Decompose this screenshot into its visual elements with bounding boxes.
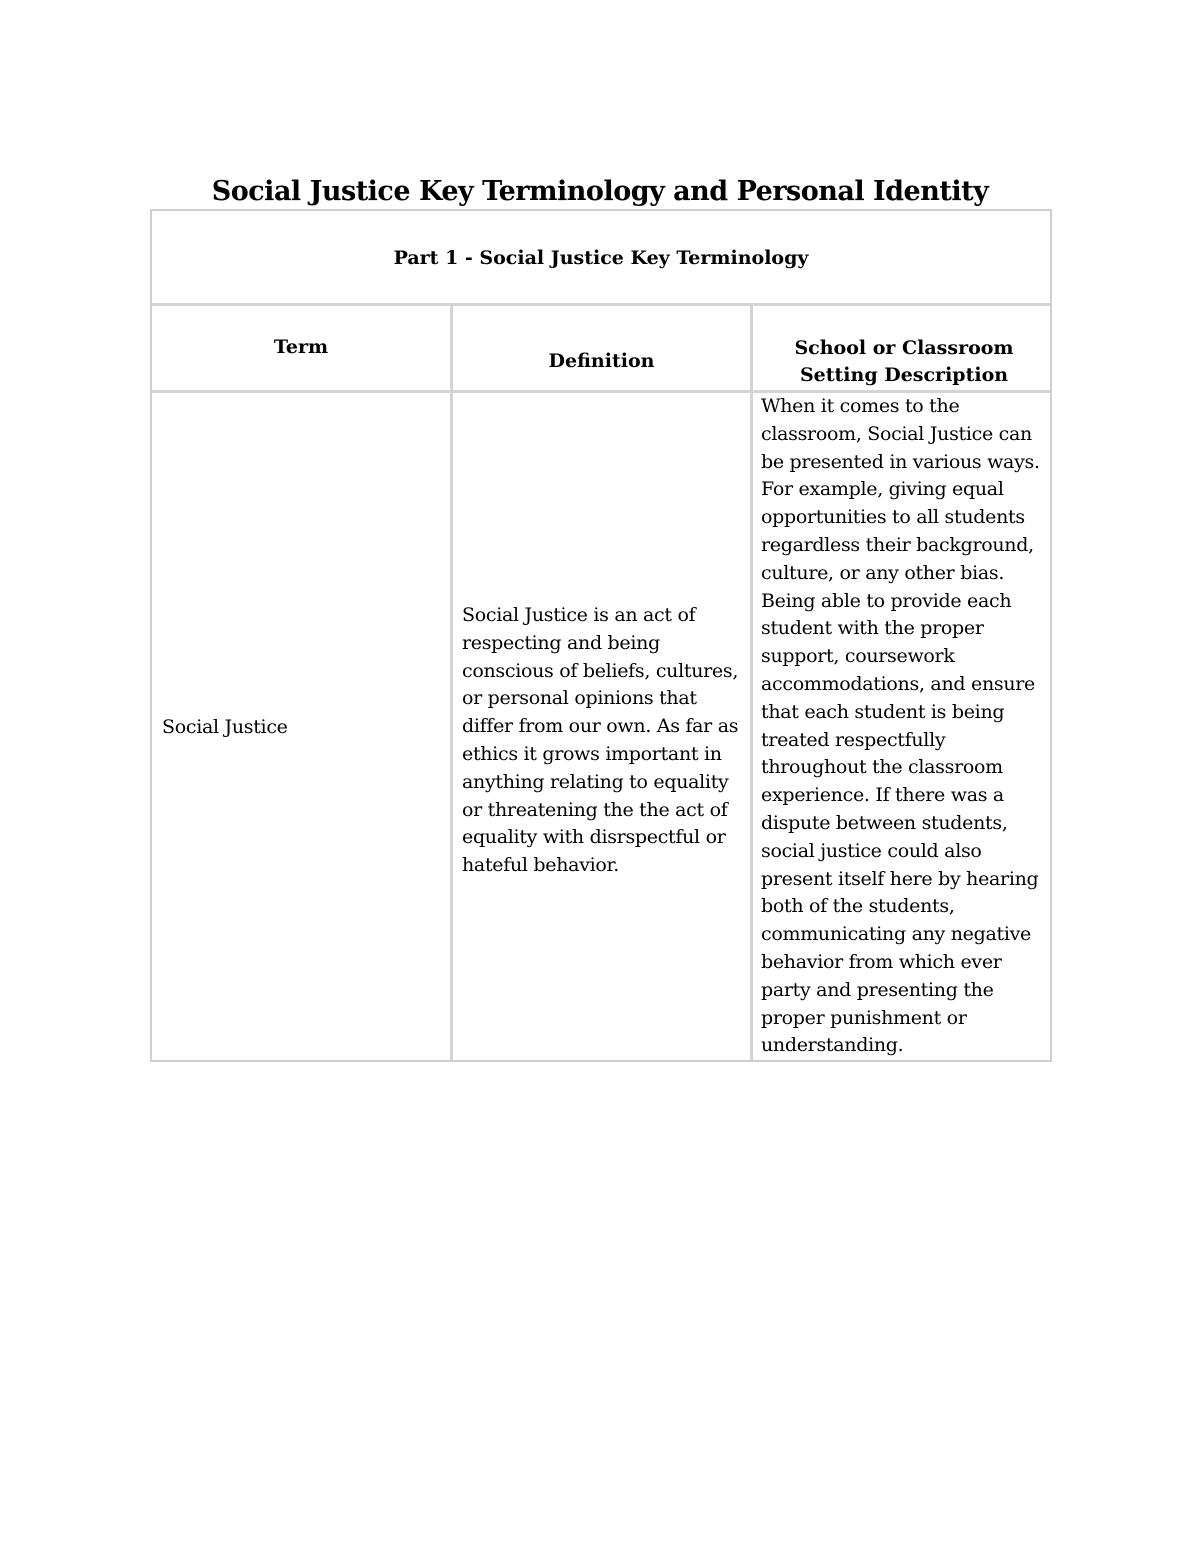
term-cell: Social Justice bbox=[162, 716, 288, 738]
column-header-term: Term bbox=[273, 336, 329, 358]
column-header-definition: Definition bbox=[548, 350, 655, 372]
description-cell: When it comes to the classroom, Social Justice can be presented in various ways. For example, giving equal opportunities to all students regardless their background, culture, or any other bias. Being able to provide each student with the proper support, coursework accommodations, and ensure that each student is being treated respectfully throughout the classroom experience. If there was a dispute between students, social justice could also present itself here by hearing both of the students, communicating any negative behavior from which ever party and presenting the proper punishment or understanding. bbox=[761, 395, 1040, 1057]
part-heading: Part 1 - Social Justice Key Terminology bbox=[393, 246, 809, 269]
document-title: Social Justice Key Terminology and Personal Identity bbox=[211, 176, 989, 207]
definition-cell: Social Justice is an act of respecting and being conscious of beliefs, cultures, or personal opinions that differ from our own. As far as ethics it grows important in anything relating to equality or threatening the the act of equality with disrspectful or hateful behavior. bbox=[462, 604, 739, 877]
terminology-table bbox=[150, 209, 1052, 1062]
table-row bbox=[152, 393, 1050, 1060]
column-header-description: School or Classroom Setting Description bbox=[794, 337, 1014, 386]
